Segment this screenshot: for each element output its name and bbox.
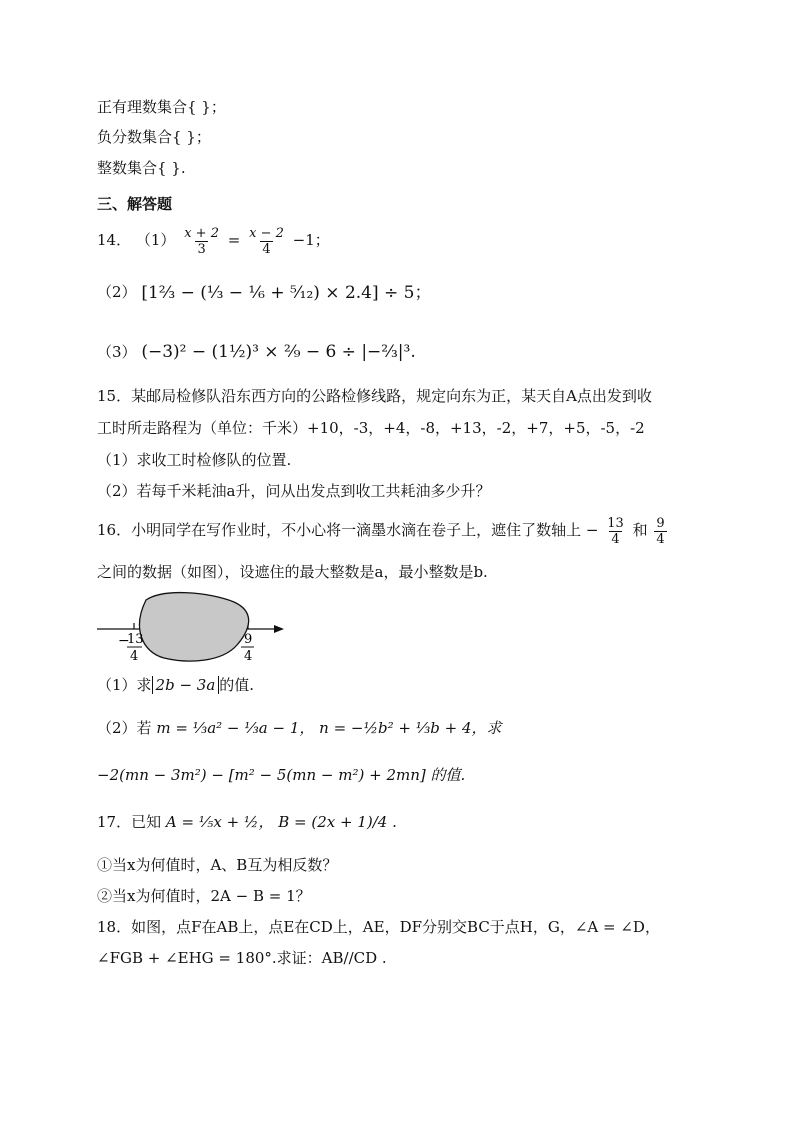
q16-fraction-left	[605, 516, 626, 547]
q16-line1-text: 16．小明同学在写作业时，不小心将一滴墨水滴在卷子上，遮住了数轴上	[97, 521, 582, 539]
q14-part3-label: （3）	[97, 343, 137, 361]
q14-part3-expression: (−3)² − (1½)³ × ²⁄₉ − 6 ÷ |−²⁄₃|³.	[141, 342, 416, 362]
q16-line2: 之间的数据（如图），设遮住的最大整数是a，最小整数是b.	[97, 563, 488, 581]
section-title: 三、解答题	[97, 195, 173, 213]
q14-p1-b-numerator: x − 2	[249, 225, 284, 241]
q16-and: 和	[632, 521, 648, 539]
ink-blot	[140, 593, 249, 661]
q16-sub2-prefix: （2）若	[97, 719, 152, 737]
axis-right-numerator: 9	[244, 632, 253, 647]
q17-option2: ②当x为何值时，2A − B = 1？	[97, 887, 311, 905]
q14-p1-a-numerator: x + 2	[184, 225, 219, 241]
q14-part1	[97, 222, 330, 258]
axis-left-numerator: 13	[127, 632, 144, 647]
arrowhead-icon	[274, 625, 284, 633]
q15-sub1: （1）求收工时检修队的位置.	[97, 451, 292, 469]
q16-f1-denominator: 4	[611, 531, 620, 547]
q16-sub2-line2: −2(mn − 3m²) − [m² − 5(mn − m²) + 2mn] 的值.	[97, 766, 466, 784]
q16-f2-denominator: 4	[656, 531, 665, 547]
q14-p1-a-denominator: 3	[197, 241, 206, 257]
set-integer: 整数集合{ }.	[97, 159, 186, 177]
q16-line1	[97, 512, 669, 548]
q17-option1: ①当x为何值时，A、B互为相反数？	[97, 856, 338, 874]
q14-part2-label: （2）	[97, 283, 137, 301]
q16-sub1-suffix: 的值.	[219, 676, 255, 694]
q16-fraction-right	[654, 516, 666, 547]
axis-left-denominator: 4	[130, 649, 139, 664]
q14-part2	[97, 280, 431, 305]
axis-left-minus: −	[118, 633, 130, 649]
q14-p1-fraction-a	[182, 226, 221, 257]
q18-line2: ∠FGB + ∠EHG = 180°.求证：AB//CD .	[97, 949, 387, 967]
q14-part1-label: （1）	[135, 231, 176, 249]
q15-sub2: （2）若每千米耗油a升，问从出发点到收工共耗油多少升？	[97, 482, 491, 500]
number-line-figure	[94, 590, 294, 664]
set-positive-rational: 正有理数集合{ }；	[97, 98, 226, 116]
q15-line2: 工时所走路程为（单位：千米）+10，-3，+4，-8，+13，-2，+7，+5，-5，-2	[97, 419, 645, 437]
q16-minus-sign: −	[585, 521, 599, 539]
q18-line1: 18．如图，点F在AB上，点E在CD上，AE，DF分别交BC于点H，G，∠A = ∠D，	[97, 918, 660, 936]
q14-p1-b-denominator: 4	[262, 241, 271, 257]
q16-sub2-expression: m = ⅓a² − ⅓a − 1， n = −½b² + ⅓b + 4，求	[156, 719, 502, 737]
q16-sub1-prefix: （1）求	[97, 676, 152, 694]
q16-f1-numerator: 13	[607, 515, 624, 531]
q14-part2-expression: [1²⁄₃ − (¹⁄₃ − ¹⁄₆ + ⁵⁄₁₂) × 2.4] ÷ 5；	[141, 283, 432, 303]
q14-part3	[97, 340, 416, 364]
q16-sub1-absolute: 2b − 3a	[152, 676, 220, 694]
q17-prefix: 17．已知	[97, 813, 162, 831]
q16-sub2	[97, 718, 502, 738]
q14-p1-fraction-b	[247, 226, 286, 257]
q15-line1: 15．某邮局检修队沿东西方向的公路检修线路，规定向东为正，某天自A点出发到收	[97, 387, 652, 405]
q17-expression: A = ⅕x + ½， B = (2x + 1)/4 .	[165, 813, 397, 831]
q16-sub1	[97, 675, 254, 695]
q14-number: 14．	[97, 231, 132, 249]
q14-p1-equals: =	[227, 231, 241, 249]
axis-right-denominator: 4	[244, 649, 253, 664]
set-negative-fraction: 负分数集合{ }；	[97, 128, 211, 146]
q17-line1	[97, 812, 397, 832]
q14-p1-tail: −1；	[292, 231, 330, 249]
q16-f2-numerator: 9	[656, 515, 665, 531]
